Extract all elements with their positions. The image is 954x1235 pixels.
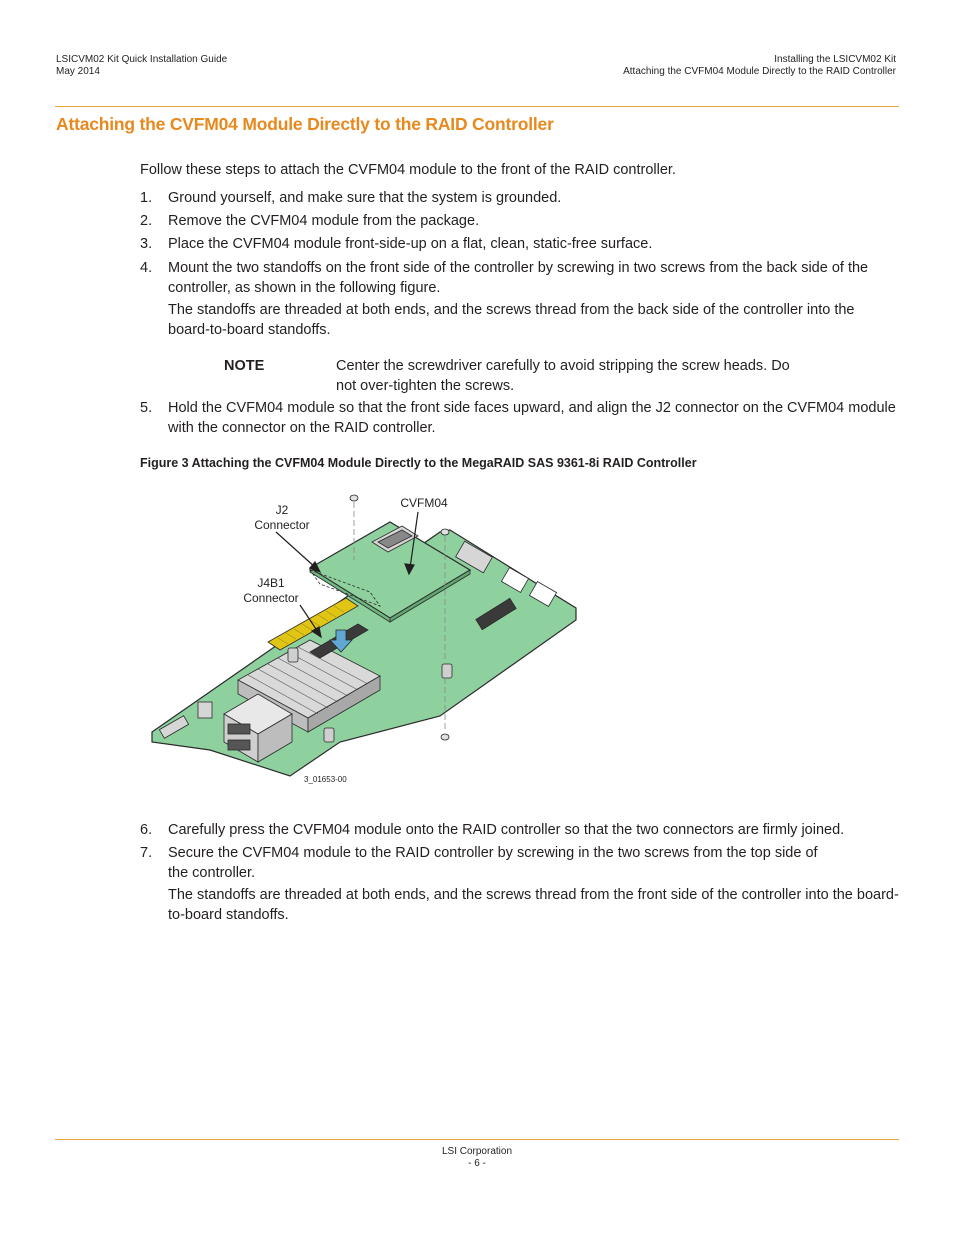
header-rule bbox=[55, 106, 899, 107]
step-detail: The standoffs are threaded at both ends, and the screws thread from the front side of the controller into the board-to-board standoffs. bbox=[168, 887, 899, 923]
figure-caption: Figure 3 Attaching the CVFM04 Module Directly to the MegaRAID SAS 9361-8i RAID Controller bbox=[140, 456, 697, 470]
step-text: Remove the CVFM04 module from the package. bbox=[168, 213, 480, 229]
step-number: 3. bbox=[140, 236, 153, 252]
cvfm04-label: CVFM04 bbox=[400, 496, 448, 510]
header-right bbox=[623, 54, 896, 78]
step-text: Carefully press the CVFM04 module onto the RAID controller so that the two connectors are firmly joined. bbox=[168, 822, 845, 838]
intro-paragraph: Follow these steps to attach the CVFM04 module to the front of the RAID controller. bbox=[140, 162, 676, 178]
step-detail: The standoffs are threaded at both ends, and the screws thread from the back side of the controller into the board-to-board standoffs. bbox=[168, 302, 855, 338]
document-date: May 2014 bbox=[56, 66, 100, 77]
j2-label: J2 Connector bbox=[254, 503, 310, 532]
step-number: 6. bbox=[140, 822, 153, 838]
step-text: Secure the CVFM04 module to the RAID controller by screwing in the two screws from the top side of the controller. bbox=[168, 845, 818, 881]
document-title: LSICVM02 Kit Quick Installation Guide bbox=[56, 54, 228, 65]
step-number: 5. bbox=[140, 400, 153, 416]
controller-diagram bbox=[140, 480, 600, 800]
j4b1-label: J4B1 Connector bbox=[243, 576, 299, 605]
footer-company: LSI Corporation bbox=[441, 1146, 513, 1157]
step-number: 1. bbox=[140, 190, 153, 206]
chapter-title: Installing the LSICVM02 Kit bbox=[774, 54, 896, 65]
figure-id: 3_01653-00 bbox=[304, 775, 347, 784]
header-left bbox=[56, 54, 227, 78]
note-label: NOTE bbox=[224, 358, 265, 374]
step-text: Hold the CVFM04 module so that the front side faces upward, and align the J2 connector on the CVFM04 module with the connector on the RAID controller. bbox=[168, 400, 896, 436]
figure-illustration bbox=[140, 480, 600, 800]
step-number: 4. bbox=[140, 260, 153, 276]
step-number: 7. bbox=[140, 845, 153, 861]
step-text: Place the CVFM04 module front-side-up on a flat, clean, static-free surface. bbox=[168, 236, 653, 252]
step-text: Ground yourself, and make sure that the system is grounded. bbox=[168, 190, 562, 206]
section-title-running: Attaching the CVFM04 Module Directly to the RAID Controller bbox=[623, 66, 896, 77]
footer-rule bbox=[55, 1139, 899, 1140]
page-number: - 6 - bbox=[468, 1158, 486, 1169]
note-text: Center the screwdriver carefully to avoid stripping the screw heads. Do not over-tighten the screws. bbox=[336, 358, 790, 394]
step-text: Mount the two standoffs on the front side of the controller by screwing in two screws from the back side of the controller, as shown in the following figure. bbox=[168, 260, 869, 296]
step-number: 2. bbox=[140, 213, 153, 229]
section-heading: Attaching the CVFM04 Module Directly to the RAID Controller bbox=[56, 114, 554, 134]
